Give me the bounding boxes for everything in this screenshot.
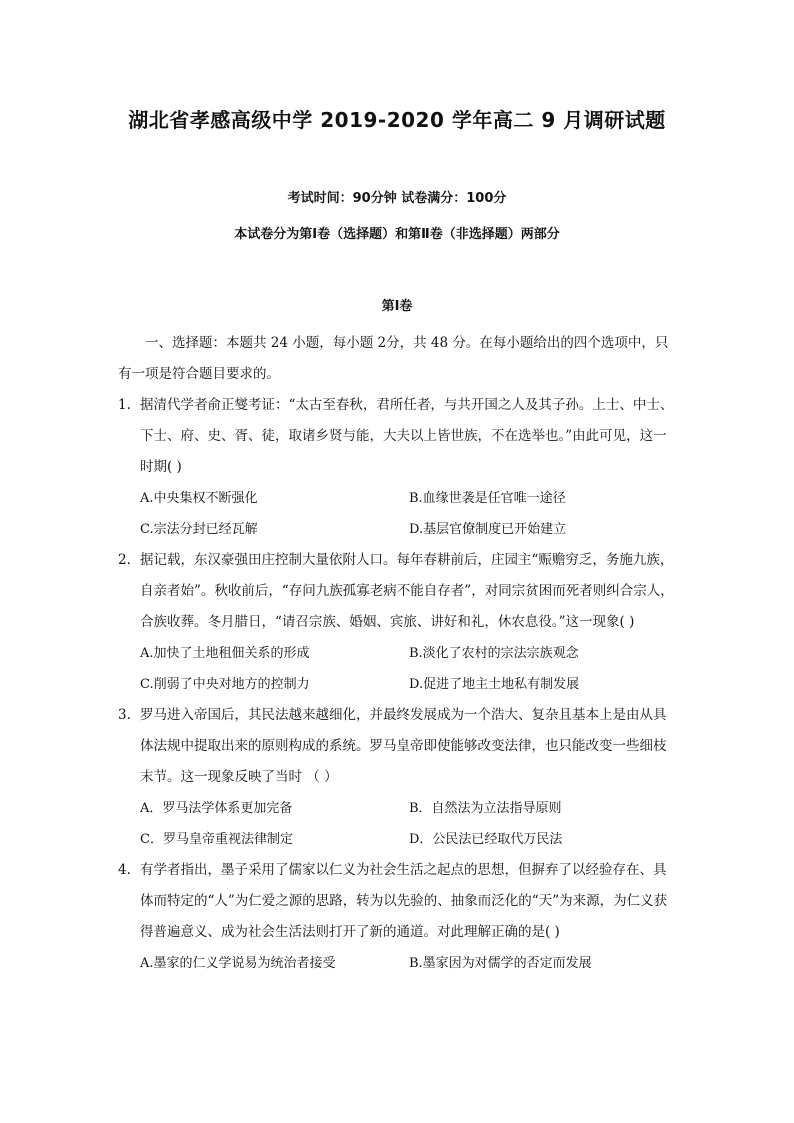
exam-title: 湖北省孝感高级中学 2019-2020 学年高二 9 月调研试题 [128, 108, 666, 132]
option-b: B．自然法为立法指导原则 [409, 801, 562, 816]
option-c: C.宗法分封已经瓦解 [140, 522, 258, 537]
question-options [140, 638, 678, 700]
question-text: 据清代学者俞正燮考证：“太古至春秋，君所任者，与共开国之人及其子孙。上士、中士、下士、府、史、胥、徒，取诸乡贤与能，大夫以上皆世族，不在选举也。”由此可见，这一时期( ) [140, 397, 674, 475]
option-d: D．公民法已经取代万民法 [409, 832, 563, 847]
question-options [140, 948, 678, 979]
option-d: D.基层官僚制度已开始建立 [409, 522, 567, 537]
question-2 [118, 545, 678, 700]
option-a: A.中央集权不断强化 [140, 491, 258, 506]
exam-structure-info: 本试卷分为第Ⅰ卷（选择题）和第Ⅱ卷（非选择题）两部分 [234, 227, 560, 242]
section-title: 第Ⅰ卷 [381, 299, 413, 314]
option-b: B.淡化了农村的宗法宗族观念 [409, 646, 579, 661]
question-number: 4. [118, 862, 131, 878]
question-1 [118, 390, 678, 545]
option-a: A．罗马法学体系更加完备 [140, 801, 293, 816]
question-4 [118, 855, 678, 979]
option-c: C．罗马皇帝重视法律制定 [140, 832, 293, 847]
option-a: A.墨家的仁义学说易为统治者接受 [140, 956, 336, 971]
question-3 [118, 700, 678, 855]
question-number: 2. [118, 552, 131, 568]
question-options [140, 483, 678, 545]
question-number: 1. [118, 397, 131, 413]
option-c: C.削弱了中央对地方的控制力 [140, 677, 310, 692]
question-text: 据记载，东汉豪强田庄控制大量依附人口。每年春耕前后，庄园主“赈赡穷乏，务施九族，自亲者始”。秋收前后，“存问九族孤寡老病不能自存者”，对同宗贫困而死者则纠合宗人，合族收葬。冬月腊日，“请召宗族、婚姻、宾旅、讲好和礼，休农息役。”这一现象( ) [140, 552, 674, 630]
exam-body [118, 328, 678, 979]
question-text: 罗马进入帝国后，其民法越来越细化，并最终发展成为一个浩大、复杂且基本上是由从具体法规中提取出来的原则构成的系统。罗马皇帝即使能够改变法律，也只能改变一些细枝末节。这一现象反映了当时 （ ） [140, 707, 667, 785]
question-number: 3. [118, 707, 131, 723]
exam-time-info: 考试时间：90分钟 试卷满分：100分 [287, 191, 507, 206]
question-options [140, 793, 678, 855]
option-b: B.血缘世袭是任官唯一途径 [409, 491, 566, 506]
question-text: 有学者指出，墨子采用了儒家以仁义为社会生活之起点的思想，但摒弃了以经验存在、具体而特定的“人”为仁爱之源的思路，转为以先验的、抽象而泛化的“天”为来源，为仁义获得普遍意义、成为社会生活法则打开了新的通道。对此理解正确的是( ) [140, 862, 668, 940]
option-b: B.墨家因为对儒学的否定而发展 [409, 956, 592, 971]
option-a: A.加快了土地租佃关系的形成 [140, 646, 310, 661]
section-instructions: 一、选择题：本题共 24 小题，每小题 2分，共 48 分。在每小题给出的四个选项中，只有一项是符合题目要求的。 [118, 335, 669, 382]
option-d: D.促进了地主土地私有制发展 [409, 677, 580, 692]
